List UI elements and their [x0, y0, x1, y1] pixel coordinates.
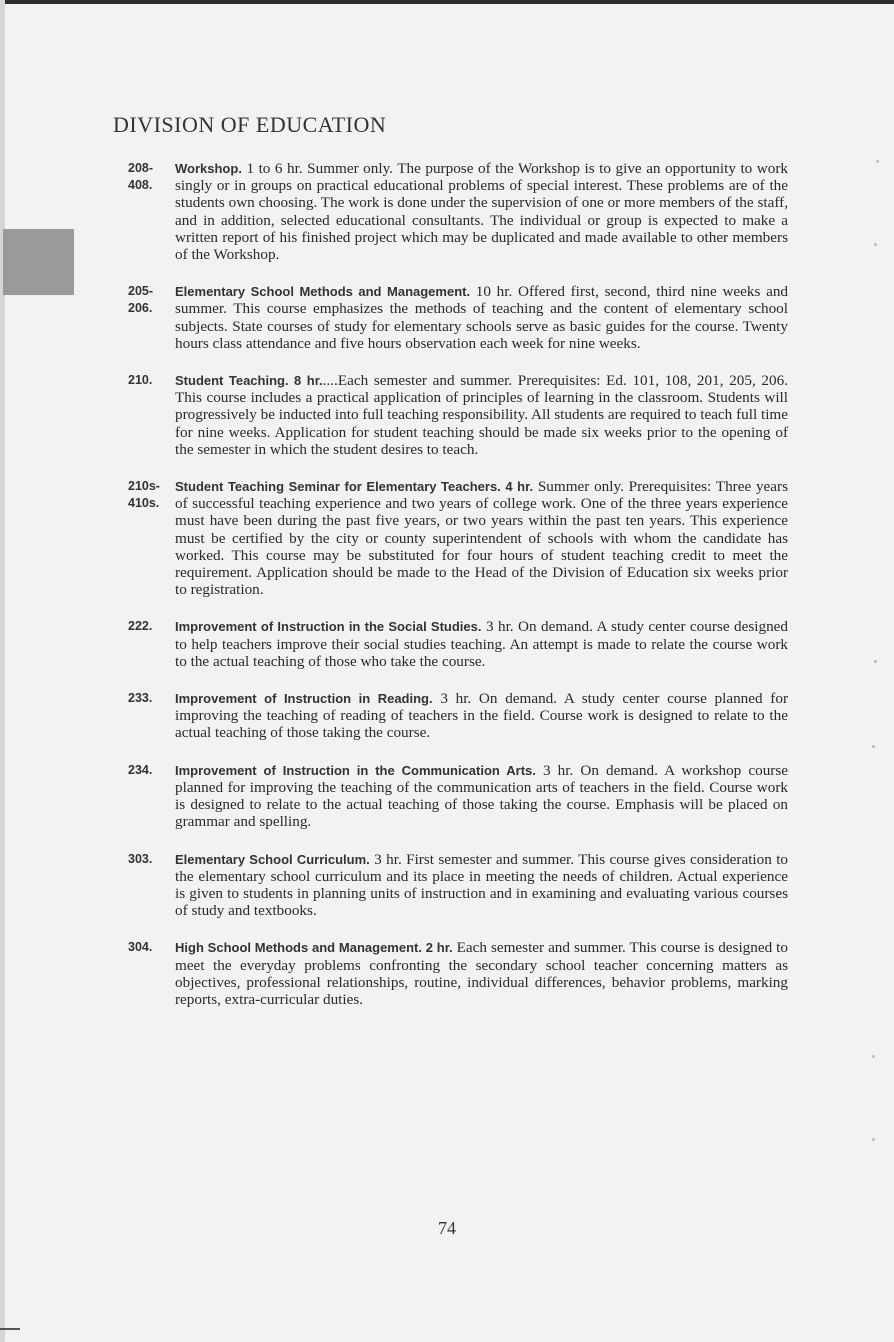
course-description — [175, 372, 788, 458]
course-number: 205- 206. — [128, 284, 154, 316]
page-left-edge — [0, 0, 5, 1342]
course-title: Workshop. — [175, 161, 242, 176]
speck — [872, 1138, 875, 1141]
course-text: Summer only. Prerequisites: Three years of successful teaching experience and two years of college work. One of the three years experience must have been during the past five years, or two years within the past ten years. This experience must be certified by the city or county superintendent of schools with whom the candidate has worked. This course may be substituted for four hours of student teaching credit to meet the requirement. Application should be made to the Head of the Division of Education six weeks prior to registration. — [175, 478, 788, 599]
page-number: 74 — [438, 1218, 456, 1238]
course-entry — [128, 690, 788, 742]
course-number: 304. — [128, 940, 153, 955]
course-description — [175, 160, 788, 263]
course-text: 3 hr. On demand. A study center course planned for improving the teaching of reading of teachers in the field. Course work is designed to relate to the actual teaching of those taking the course. — [175, 690, 789, 742]
course-description — [175, 618, 788, 670]
course-number: 222. — [128, 619, 153, 634]
course-title: Improvement of Instruction in the Social Studies. — [175, 619, 482, 635]
course-description — [175, 478, 788, 598]
speck — [872, 745, 875, 748]
course-title: Improvement of Instruction in Reading. — [175, 691, 433, 707]
course-text: Each semester and summer. This course is designed to meet the everyday problems confronting the secondary school teacher concerning matters as objectives, professional relationships, routine, individual differences, behavior problems, marking reports, extra-curricular duties. — [175, 939, 788, 1008]
speck — [874, 243, 877, 246]
top-edge-rule — [0, 0, 894, 4]
speck — [874, 660, 877, 663]
course-entry — [128, 160, 788, 263]
course-number: 234. — [128, 762, 153, 777]
course-text: 3 hr. First semester and summer. This course gives consideration to the elementary school curriculum and its place in meeting the needs of children. Actual experience is given to students in planning units of instruction and in examining and evaluating various courses of study and textbooks. — [175, 850, 789, 920]
speck — [872, 1055, 875, 1058]
page-title: DIVISION OF EDUCATION — [113, 112, 387, 137]
course-text: 3 hr. On demand. A study center course designed to help teachers improve their social studies teaching. An attempt is made to relate the course work to the actual teaching of those who take the course. — [175, 618, 788, 670]
course-title: High School Methods and Management. 2 hr. — [175, 940, 453, 956]
course-description — [175, 851, 788, 920]
course-entry — [128, 283, 788, 352]
course-entry — [128, 478, 788, 598]
course-entry — [128, 851, 788, 920]
course-description — [175, 939, 788, 1008]
course-text: ....Each semester and summer. Prerequisites: Ed. 101, 108, 201, 205, 206. This course includes a practical application of principles of learning in the classroom. Students will progressively be inducted into full teaching responsibility. All students are required to teach full time for nine weeks. Application for student teaching should be made six weeks prior to the opening of the semester in which the student desires to teach. — [175, 372, 788, 458]
course-title: Student Teaching Seminar for Elementary Teachers. 4 hr. — [175, 479, 534, 495]
course-title: Student Teaching. 8 hr. — [175, 373, 323, 389]
course-entry — [128, 372, 788, 458]
course-title: Improvement of Instruction in the Communication Arts. — [175, 762, 536, 778]
course-description — [175, 762, 788, 831]
course-entry — [128, 939, 788, 1008]
course-entry — [128, 618, 788, 670]
course-number: 233. — [128, 691, 153, 706]
speck — [876, 160, 879, 163]
course-title: Elementary School Curriculum. — [175, 851, 370, 867]
course-text: 10 hr. Offered first, second, third nine weeks and summer. This course emphasizes the methods of teaching and the content of elementary school subjects. State courses of study for elementary schools serve as basic guides for the course. Twenty hours class attendance and five hours observation each week for nine weeks. — [175, 283, 789, 352]
course-description — [175, 690, 788, 742]
course-list — [128, 160, 788, 1028]
course-number: 303. — [128, 851, 153, 866]
corner-mark — [0, 1328, 20, 1330]
course-number: 210. — [128, 373, 153, 388]
course-text: 3 hr. On demand. A workshop course planned for improving the teaching of the communication arts of teachers in the field. Course work is designed to relate to the actual teaching of those taking the course. Emphasis will be placed on grammar and spelling. — [175, 761, 788, 831]
course-description — [175, 283, 788, 352]
course-number: 208- 408. — [128, 161, 154, 193]
course-text: 1 to 6 hr. Summer only. The purpose of the Workshop is to give an opportunity to work singly or in groups on practical educational problems of special interest. These problems are of the students own choosing. The work is done under the supervision of one or more members of the staff, and in addition, selected educational consultants. The individual or group is expected to make a written report of his finished project which may be duplicated and made available to other members of the Workshop. — [175, 160, 788, 264]
thumb-index-tab — [3, 229, 74, 295]
course-entry — [128, 762, 788, 831]
course-number: 210s- 410s. — [128, 479, 160, 511]
course-title: Elementary School Methods and Management. — [175, 284, 471, 300]
